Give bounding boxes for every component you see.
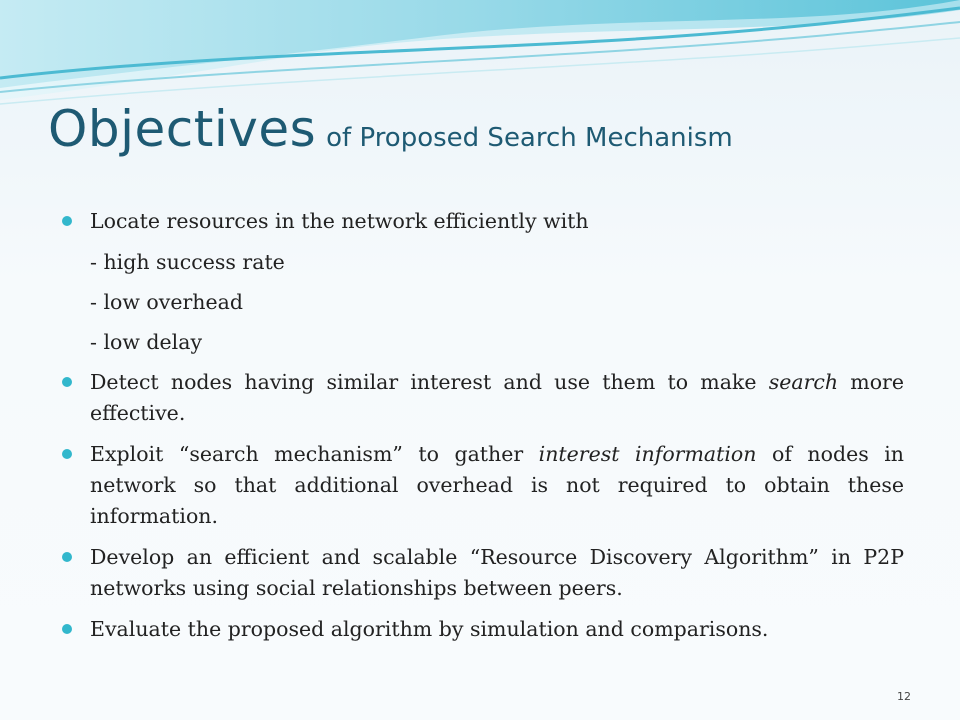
bullet-dot-icon	[62, 449, 72, 459]
sub-bullet-item	[62, 247, 904, 278]
bullet-dot-icon	[62, 624, 72, 634]
bullet-text: - low delay	[90, 330, 203, 354]
sub-bullet-item	[62, 287, 904, 318]
slide-title	[48, 100, 928, 158]
bullet-dot-icon	[62, 377, 72, 387]
bullet-text: Detect nodes having similar interest and use them to make	[90, 370, 769, 394]
bullet-text: Evaluate the proposed algorithm by simulation and comparisons.	[90, 617, 769, 641]
title-subtitle: of Proposed Search Mechanism	[326, 123, 733, 153]
bullet-item	[62, 439, 904, 532]
bullet-text: - high success rate	[90, 250, 285, 274]
bullet-text: - low overhead	[90, 290, 243, 314]
page-number: 12	[897, 690, 911, 703]
emphasis-text: search	[768, 370, 839, 394]
bullet-text: Exploit “search mechanism” to gather	[90, 442, 539, 466]
sub-bullet-item	[62, 327, 904, 358]
bullet-dot-icon	[62, 552, 72, 562]
bullet-item	[62, 542, 904, 604]
bullet-item	[62, 367, 904, 429]
title-main: Objectives	[48, 100, 317, 158]
bullet-text: Develop an efficient and scalable “Resource Discovery Algorithm” in P2P networks using social relationships between peers.	[90, 545, 904, 600]
bullet-dot-icon	[62, 216, 72, 226]
bullet-text: of nodes in network so that additional overhead is not required to obtain these information.	[90, 442, 905, 528]
bullet-list	[62, 206, 904, 655]
bullet-text: more effective.	[90, 370, 904, 425]
bullet-item	[62, 614, 904, 645]
bullet-item	[62, 206, 904, 237]
emphasis-text: interest information	[538, 442, 757, 466]
bullet-text: Locate resources in the network efficiently with	[90, 209, 589, 233]
